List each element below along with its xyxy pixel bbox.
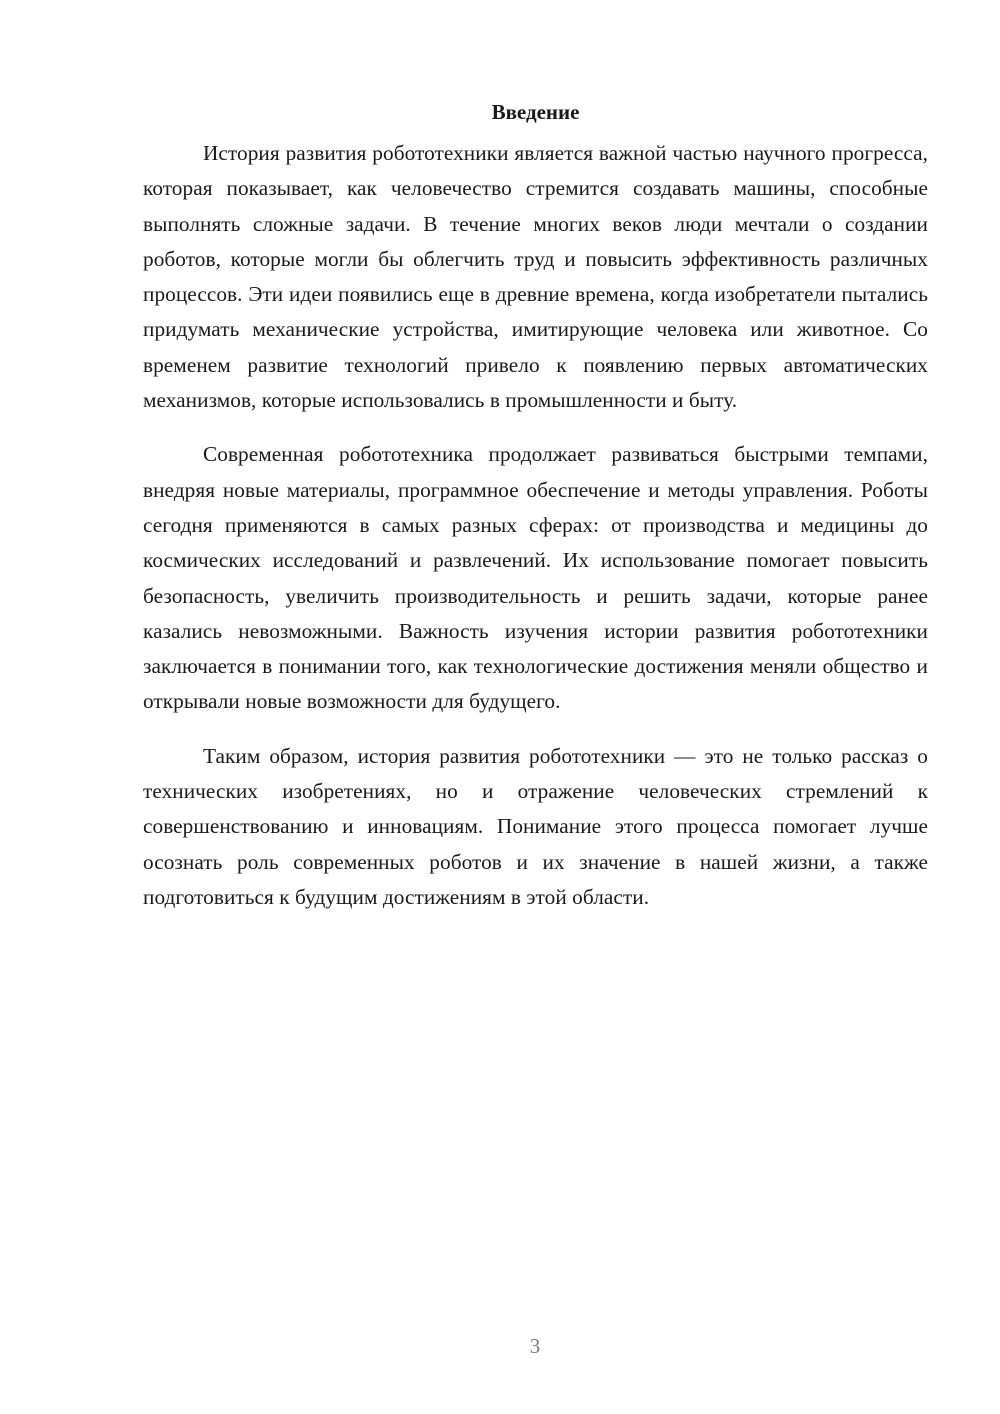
page-number: 3 [529,1334,541,1358]
section-title: Введение [491,100,580,124]
paragraph-2: Современная робототехника продолжает развиваться быстрыми темпами, внедряя новые материалы, программное обеспечение и методы управления. Роботы сегодня применяются в самых разных сферах: от производства и медицины до космических исследований и развлечений. Их использование помогает повысить безопасность, увеличить производительность и решить задачи, которые ранее казались невозможными. Важность изучения истории развития робототехники заключается в понимании того, как технологические достижения меняли общество и открывали новые возможности для будущего. [143,442,928,714]
page-content [143,96,928,934]
paragraph-3: Таким образом, история развития робототехники — это не только рассказ о технических изобретениях, но и отражение человеческих стремлений к совершенствованию и инновациям. Понимание этого процесса помогает лучше осознать роль современных роботов и их значение в нашей жизни, а также подготовиться к будущим достижениям в этой области. [143,743,928,909]
paragraph-1: История развития робототехники является важной частью научного прогресса, которая показывает, как человечество стремится создавать машины, способные выполнять сложные задачи. В течение многих веков люди мечтали о создании роботов, которые могли бы облегчить труд и повысить эффективность различных процессов. Эти идеи появились еще в древние времена, когда изобретатели пытались придумать механические устройства, имитирующие человека или животное. Со временем развитие технологий привело к появлению первых автоматических механизмов, которые использовались в промышленности и быту. [143,141,928,413]
